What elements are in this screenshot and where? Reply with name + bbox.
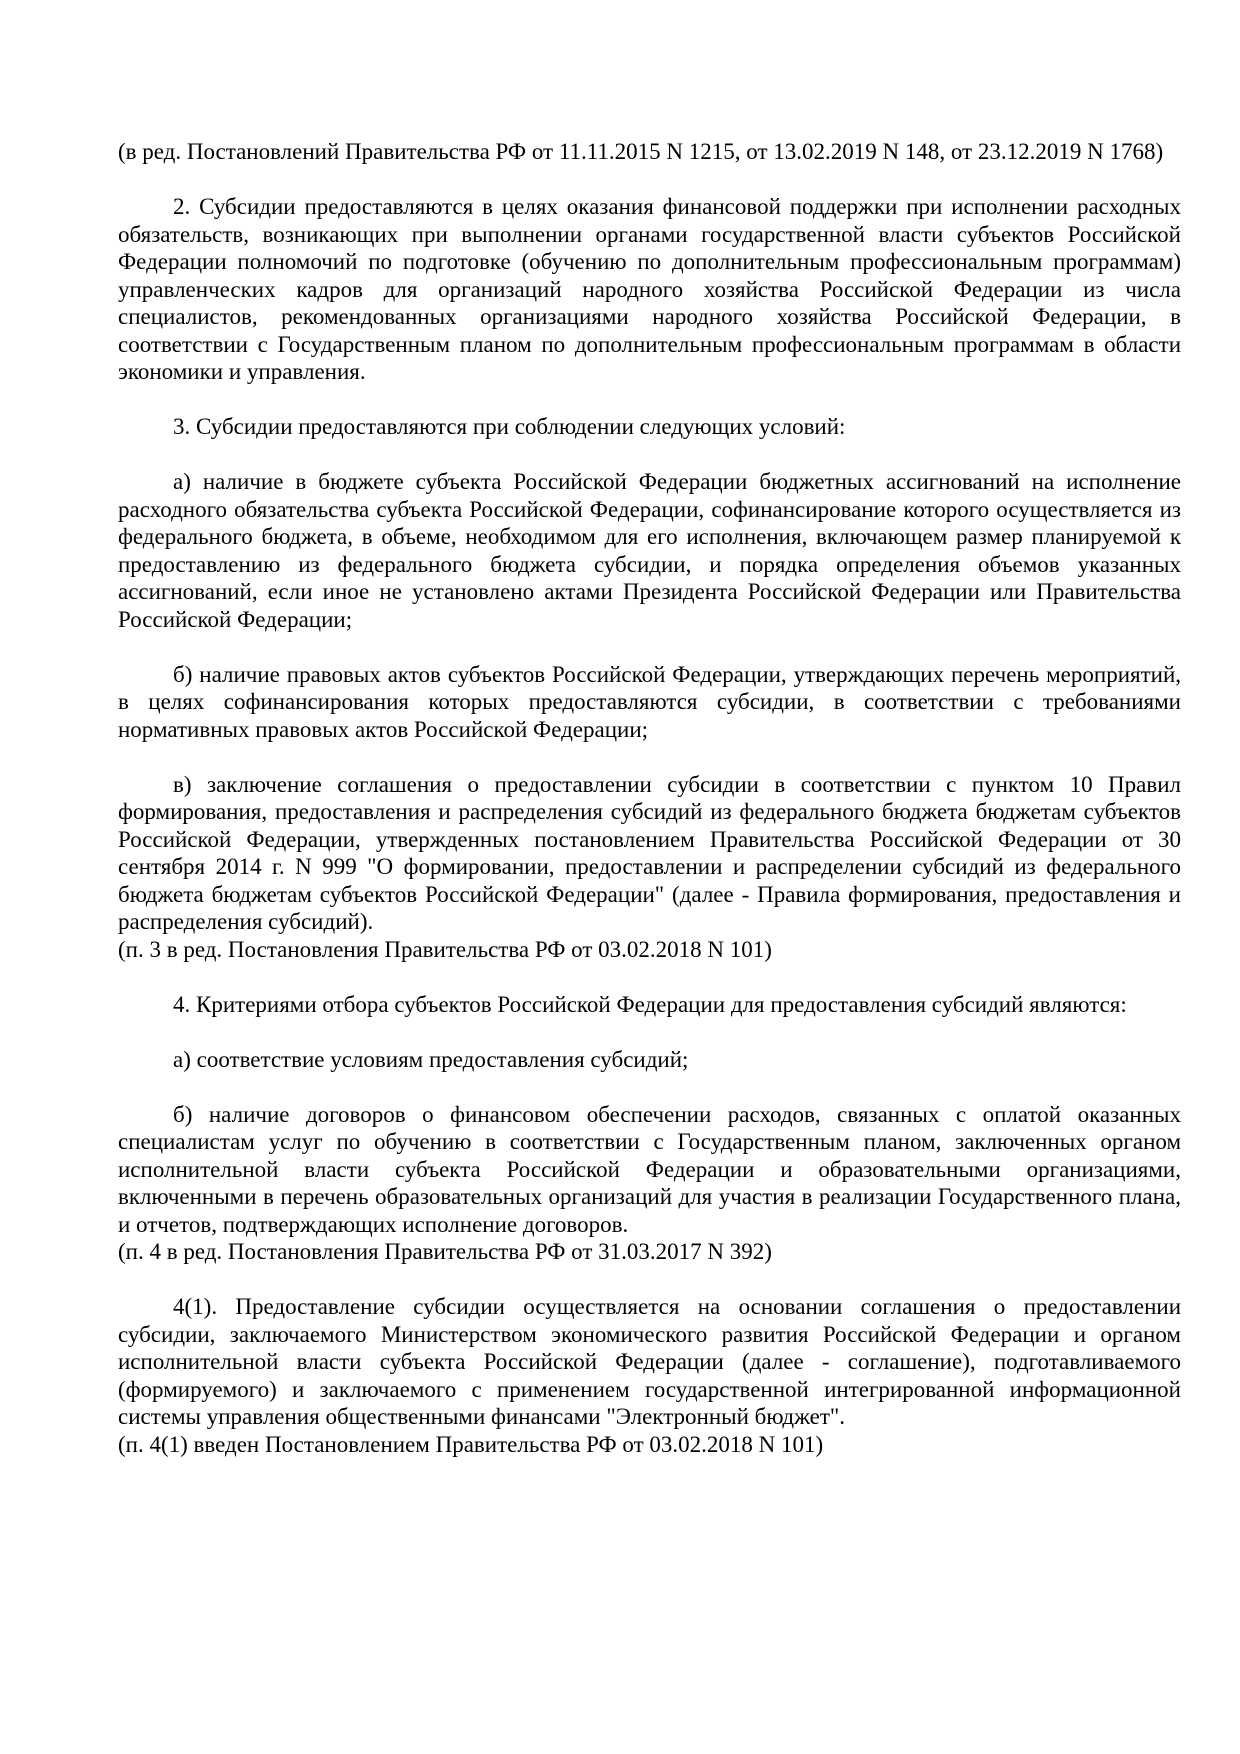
paragraph-4-item-b: б) наличие договоров о финансовом обеспечении расходов, связанных с оплатой оказанных специалистам услуг по обучению в соответствии с Государственным планом, заключенных органом исполнительной власти субъекта Российской Федерации и образовательными организациями, включенными в перечень образовательных организаций для участия в реализации Государственного плана, и отчетов, подтверждающих исполнение договоров. [118,1101,1181,1237]
paragraph-4-1: 4(1). Предоставление субсидии осуществляется на основании соглашения о предоставлении субсидии, заключаемого Министерством экономического развития Российской Федерации и органом исполнительной власти субъекта Российской Федерации (далее - соглашение), подготавливаемого (формируемого) и заключаемого с применением государственной интегрированной информационной системы управления общественными финансами "Электронный бюджет". [118,1294,1181,1429]
paragraph-2: 2. Субсидии предоставляются в целях оказания финансовой поддержки при исполнении расходных обязательств, возникающих при выполнении органами государственной власти субъектов Российской Федерации полномочий по подготовке (обучению по дополнительным профессиональным программам) управленческих кадров для организаций народного хозяйства Российской Федерации из числа специалистов, рекомендованных организациями народного хозяйства Российской Федерации, в соответствии с Государственным планом по дополнительным профессиональным программам в области экономики и управления. [118,194,1181,384]
paragraph-3-item-v: в) заключение соглашения о предоставлении субсидии в соответствии с пунктом 10 Правил формирования, предоставления и распределения субсидий из федерального бюджета бюджетам субъектов Российской Федерации, утвержденных постановлением Правительства Российской Федерации от 30 сентября 2014 г. N 999 "О формировании, предоставлении и распределении субсидий из федерального бюджета бюджетам субъектов Российской Федерации" (далее - Правила формирования, предоставления и распределения субсидий). [118,771,1181,934]
paragraph-4: 4. Критериями отбора субъектов Российской Федерации для предоставления субсидий являются: [173,991,1127,1017]
amendment-header-note: (в ред. Постановлений Правительства РФ от 11.11.2015 N 1215, от 13.02.2019 N 148, от 23.12.2019 N 1768) [118,139,1164,164]
paragraph-4-item-a: а) соответствие условиям предоставления субсидий; [173,1046,689,1072]
paragraph-3-item-a: а) наличие в бюджете субъекта Российской Федерации бюджетных ассигнований на исполнение расходного обязательства субъекта Российской Федерации, софинансирование которого осуществляется из федерального бюджета, в объеме, необходимом для его исполнения, включающем размер планируемой к предоставлению из федерального бюджета субсидии, и порядка определения объемов указанных ассигнований, если иное не установлено актами Президента Российской Федерации или Правительства Российской Федерации; [118,469,1181,632]
amendment-note-p4: (п. 4 в ред. Постановления Правительства РФ от 31.03.2017 N 392) [118,1239,772,1264]
paragraph-3: 3. Субсидии предоставляются при соблюдении следующих условий: [173,414,846,439]
paragraph-3-item-b: б) наличие правовых актов субъектов Российской Федерации, утверждающих перечень мероприятий, в целях софинансирования которых предоставляются субсидии, в соответствии с требованиями нормативных правовых актов Российской Федерации; [118,661,1181,742]
amendment-note-p4-1: (п. 4(1) введен Постановлением Правительства РФ от 03.02.2018 N 101) [118,1431,824,1457]
amendment-note-p3: (п. 3 в ред. Постановления Правительства РФ от 03.02.2018 N 101) [118,936,772,962]
